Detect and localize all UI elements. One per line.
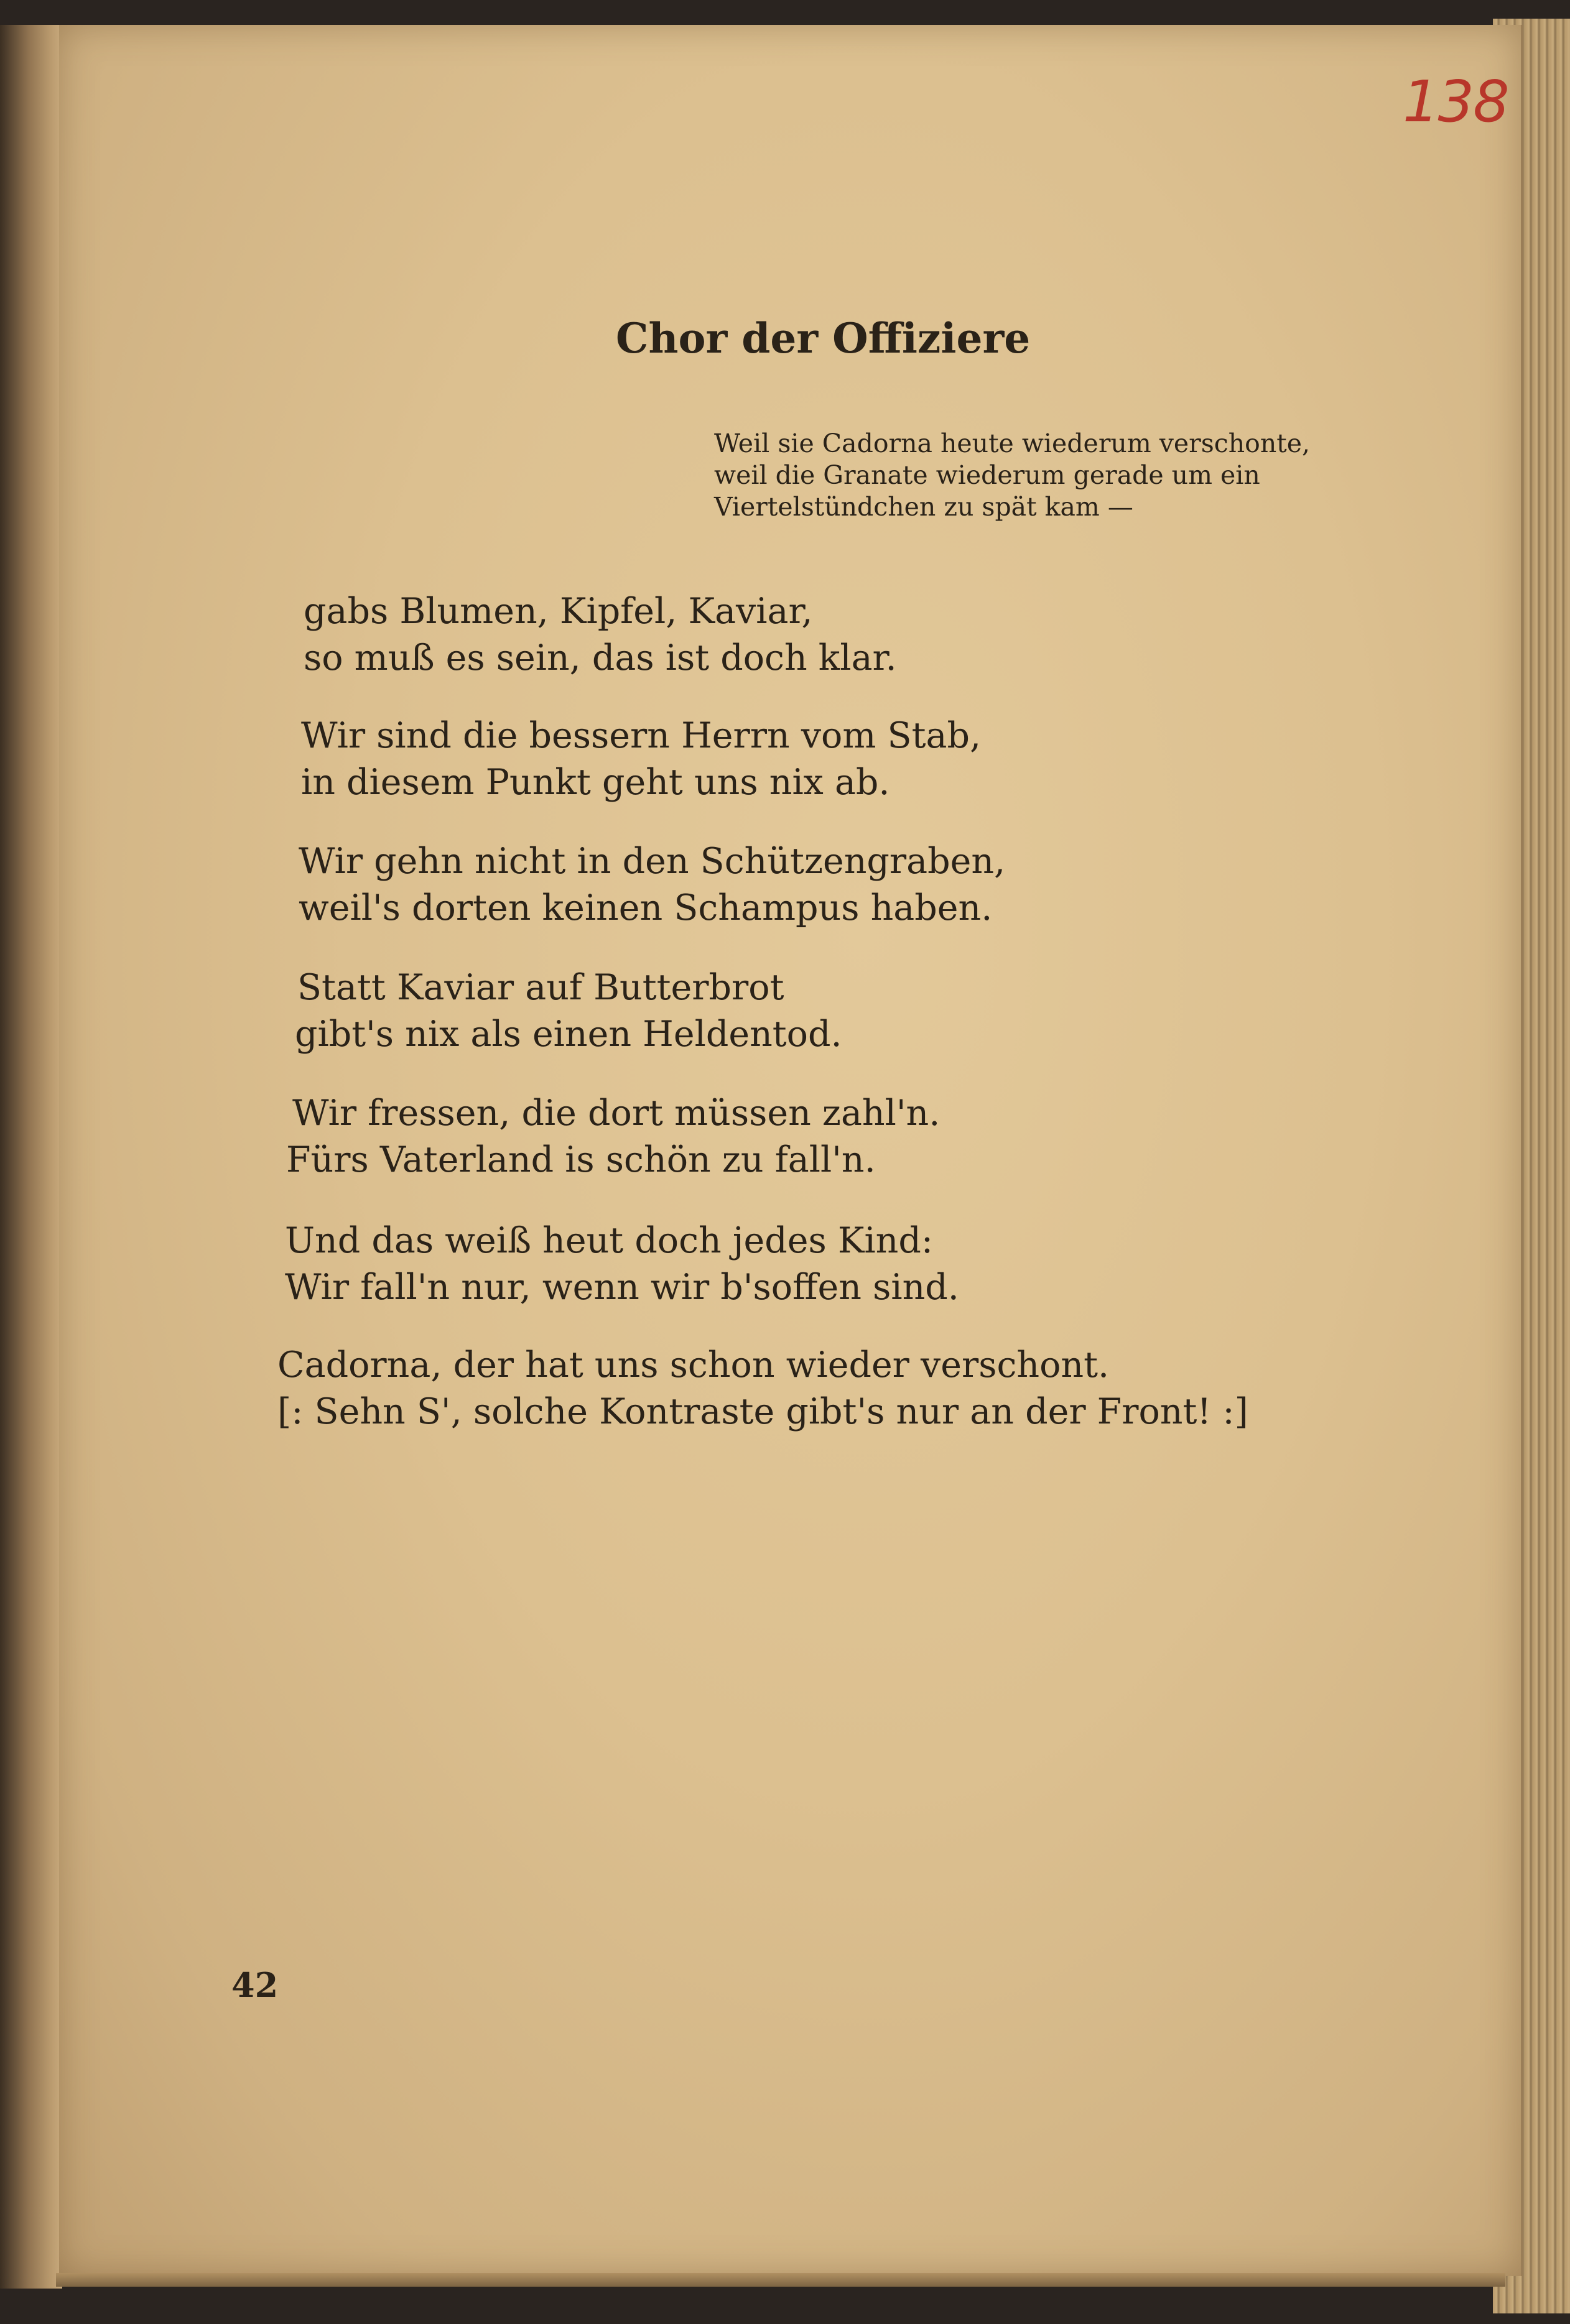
poem-line: gabs Blumen, Kipfel, Kaviar, <box>304 591 813 632</box>
poem-line: weil's dorten keinen Schampus haben. <box>299 887 993 928</box>
poem-motto <box>714 428 1336 523</box>
poem-line: [: Sehn S', solche Kontraste gibt's nur an der Front! :] <box>277 1391 1248 1432</box>
poem-line: Fürs Vaterland is schön zu fall'n. <box>286 1139 876 1180</box>
poem-line: Und das weiß heut doch jedes Kind: <box>285 1220 934 1261</box>
poem-line: Wir fall'n nur, wenn wir b'soffen sind. <box>285 1267 959 1308</box>
book-binding <box>0 25 62 2289</box>
poem-line: so muß es sein, das ist doch klar. <box>304 637 897 678</box>
poem-line: Wir sind die bessern Herrn vom Stab, <box>301 715 982 756</box>
page-bottom-edge <box>56 2273 1505 2287</box>
motto-line: weil die Granate wiederum gerade um ein <box>714 460 1260 490</box>
poem-title: Chor der Offiziere <box>616 314 1031 363</box>
handwritten-folio-number: 138 <box>1403 68 1508 135</box>
poem-line: Wir fressen, die dort müssen zahl'n. <box>292 1093 941 1134</box>
page-number: 42 <box>231 1965 279 2005</box>
motto-line: Weil sie Cadorna heute wiederum verschonte, <box>714 428 1311 458</box>
poem-line: gibt's nix als einen Heldentod. <box>295 1014 842 1055</box>
poem-line: Statt Kaviar auf Butterbrot <box>297 967 784 1008</box>
poem-line: in diesem Punkt geht uns nix ab. <box>301 762 890 803</box>
poem-line: Cadorna, der hat uns schon wieder verschont. <box>277 1345 1110 1386</box>
poem-line: Wir gehn nicht in den Schützengraben, <box>299 841 1006 882</box>
motto-line: Viertelstündchen zu spät kam — <box>714 492 1133 522</box>
